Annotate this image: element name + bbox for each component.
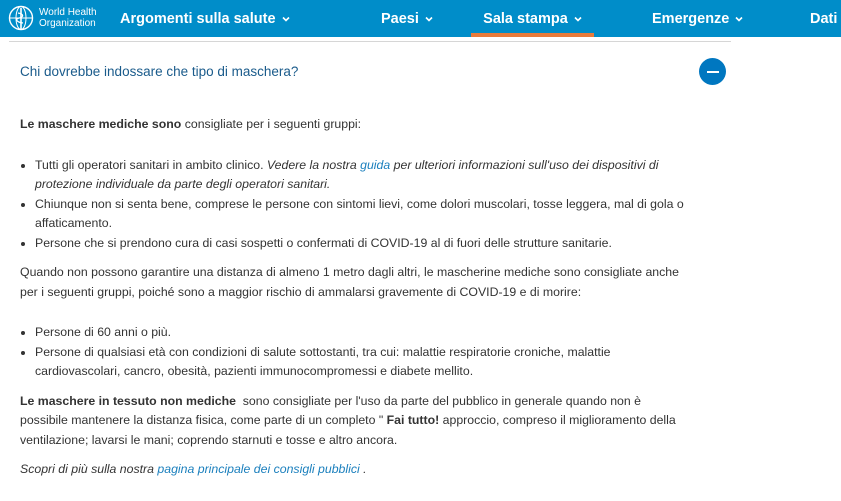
paragraph-text: approccio, compreso il miglioramento della ventilazione; lavarsi le mani; coprendo starnuti e tosse e altro ancora. (20, 413, 676, 447)
nav-item-argomenti[interactable] (120, 0, 290, 37)
risk-groups-list (20, 323, 690, 382)
collapse-button[interactable] (699, 58, 726, 85)
public-advice-link[interactable]: pagina principale dei consigli pubblici (157, 462, 360, 476)
chevron-down-icon (735, 15, 743, 23)
nav-item-emergenze[interactable] (652, 0, 743, 37)
minus-icon (707, 71, 719, 73)
paragraph-learn-more (20, 460, 690, 480)
bold-text: Le maschere mediche sono (20, 117, 182, 131)
list-item (35, 156, 690, 195)
paragraph-fabric-masks (20, 392, 690, 451)
medical-mask-groups-list (20, 156, 690, 254)
nav-item-label: Argomenti sulla salute (120, 10, 276, 27)
list-item-text: Tutti gli operatori sanitari in ambito clinico. (35, 157, 267, 172)
top-navigation-bar (0, 0, 841, 37)
list-item: • Chiunque non si senta bene, comprese le persone con sintomi lievi, come dolori muscolari, tosse leggera, mal di gola o affaticamento. (35, 195, 690, 234)
italic-text: per ulteriori informazioni sull'uso dei dispositivi di protezione individuale da parte degli operatori sanitari. (35, 157, 659, 191)
bold-text: Le maschere in tessuto non mediche (20, 393, 236, 408)
accordion-question[interactable]: Chi dovrebbe indossare che tipo di maschera? (20, 64, 299, 79)
nav-item-label: Paesi (381, 10, 419, 27)
nav-item-sala-stampa[interactable] (471, 0, 594, 37)
italic-text: Scopri di più sulla nostra (20, 462, 158, 476)
chevron-down-icon (425, 15, 433, 23)
nav-item-dati[interactable] (810, 0, 837, 37)
who-emblem-icon (8, 5, 34, 31)
accordion-content (20, 115, 690, 480)
chevron-down-icon (282, 15, 290, 23)
italic-text: Vedere la nostra (266, 157, 361, 172)
paragraph-distance: Quando non possono garantire una distanza di almeno 1 metro dagli altri, le mascherine mediche sono consigliate anche per i seguenti gruppi, poiché sono a maggior rischio di ammalarsi gravemente di COVID-19 e di morire: (20, 265, 679, 299)
divider (9, 41, 731, 42)
paragraph-medical-masks (20, 115, 690, 135)
list-item: • Persone che si prendono cura di casi sospetti o confermati di COVID-19 al di fuori delle strutture sanitarie. (35, 234, 690, 254)
chevron-down-icon (574, 15, 582, 23)
logo-line-2: Organization (39, 18, 96, 29)
nav-item-paesi[interactable] (381, 0, 433, 37)
who-logo[interactable] (8, 4, 97, 32)
logo-line-1: World Health (39, 7, 97, 18)
logo-text (39, 7, 97, 29)
nav-item-label: Emergenze (652, 10, 730, 27)
guide-link[interactable]: guida (360, 157, 391, 172)
nav-item-label: Dati (810, 10, 838, 27)
italic-text: . (359, 462, 367, 476)
nav-item-label: Sala stampa (483, 10, 568, 27)
list-item: • Persone di 60 anni o più. (35, 323, 690, 343)
paragraph-text: consigliate per i seguenti gruppi: (181, 117, 362, 131)
bold-text: Fai tutto! (386, 413, 440, 427)
paragraph-text: sono consigliate per l'uso da parte del pubblico in generale quando non è possibile mantenere la distanza fisica, come parte di un completo " (20, 393, 645, 427)
list-item: • Persone di qualsiasi età con condizioni di salute sottostanti, tra cui: malattie respiratorie croniche, malattie cardiovascolari, cancro, obesità, pazienti immunocompromessi e diabete mellito. (35, 343, 690, 382)
